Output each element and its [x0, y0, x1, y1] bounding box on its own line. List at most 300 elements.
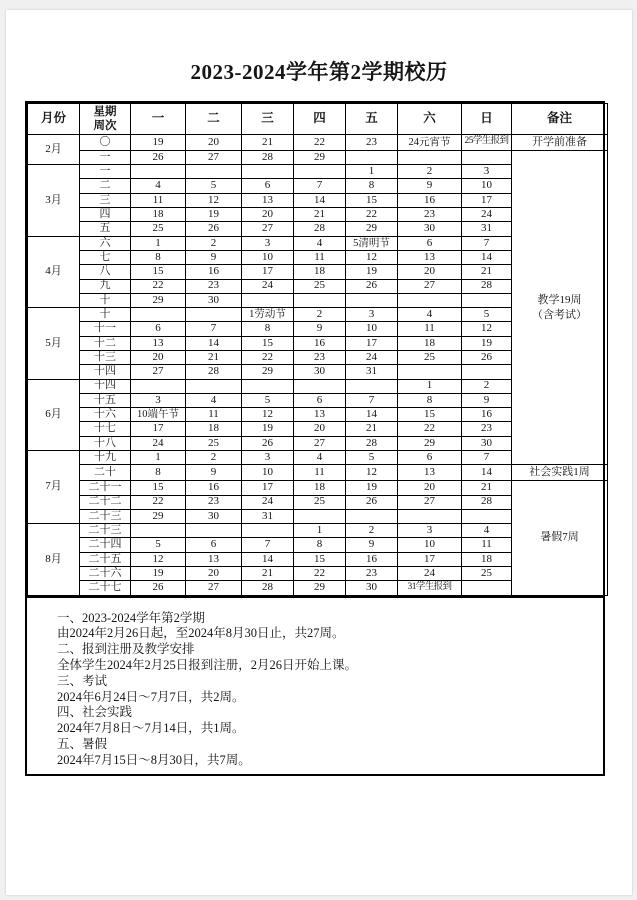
day-cell: 11: [462, 538, 512, 552]
day-cell: 24: [242, 279, 294, 293]
day-cell: 20: [186, 567, 242, 581]
footer-note-line: 2024年7月8日～7月14日，共1周。: [57, 721, 245, 736]
day-cell: 17: [462, 193, 512, 207]
week-label: 三: [80, 193, 131, 207]
day-cell: 12: [346, 465, 398, 481]
day-cell: [131, 165, 186, 179]
day-cell: 12: [131, 552, 186, 566]
remark-line: 社会实践1周: [529, 466, 590, 479]
day-cell: 23: [346, 567, 398, 581]
calendar-row: [28, 481, 608, 495]
day-cell: 24: [398, 567, 462, 581]
day-cell: 25: [294, 279, 346, 293]
week-label: 十八: [80, 436, 131, 450]
day-cell: 27: [398, 495, 462, 509]
day-cell: 1: [398, 379, 462, 393]
week-label: 十四: [80, 365, 131, 379]
day-cell: [186, 524, 242, 538]
day-cell: [346, 150, 398, 164]
day-cell: [242, 379, 294, 393]
day-cell: 22: [131, 279, 186, 293]
week-label: 四: [80, 208, 131, 222]
header-month: 月份: [28, 104, 80, 135]
day-cell: 30: [186, 509, 242, 523]
day-cell: 27: [294, 436, 346, 450]
day-cell: 6: [242, 179, 294, 193]
day-cell: 5: [462, 308, 512, 322]
week-label: 十五: [80, 393, 131, 407]
day-cell: 11: [294, 465, 346, 481]
day-cell: 23: [398, 208, 462, 222]
month-label: 6月: [28, 379, 80, 450]
day-cell: 1: [131, 236, 186, 250]
day-cell: 16: [186, 481, 242, 495]
day-cell: 14: [294, 193, 346, 207]
week-label: 二十七: [80, 581, 131, 595]
day-cell: 18: [131, 208, 186, 222]
day-cell: 3: [462, 165, 512, 179]
calendar-body: [28, 104, 608, 596]
day-cell: 15: [398, 408, 462, 422]
day-cell: [186, 308, 242, 322]
day-cell: 18: [294, 265, 346, 279]
remark-line: 教学19周: [537, 293, 582, 306]
day-cell: 27: [131, 365, 186, 379]
day-cell: 21: [186, 351, 242, 365]
day-cell: 16: [346, 552, 398, 566]
day-cell: 15: [242, 336, 294, 350]
day-cell: 21: [242, 135, 294, 151]
week-label: 二: [80, 179, 131, 193]
day-cell: 27: [242, 222, 294, 236]
calendar-row: [28, 465, 608, 481]
day-cell: 14: [346, 408, 398, 422]
remark-line: （含考试）: [532, 308, 587, 321]
day-cell: 29: [346, 222, 398, 236]
day-cell: 17: [131, 422, 186, 436]
day-cell: 30: [294, 365, 346, 379]
week-label: 〇: [80, 135, 131, 151]
day-cell: 3: [131, 393, 186, 407]
day-cell: 2: [186, 451, 242, 465]
week-label: 十二: [80, 336, 131, 350]
day-cell: 22: [398, 422, 462, 436]
footer-note-line: 四、社会实践: [57, 705, 133, 720]
week-label: 一: [80, 150, 131, 164]
day-cell: [242, 524, 294, 538]
day-cell: 19: [131, 135, 186, 151]
day-cell: 6: [294, 393, 346, 407]
day-cell: 16: [398, 193, 462, 207]
calendar-row: [28, 135, 608, 151]
week-label: 二十三: [80, 524, 131, 538]
day-cell: 7: [462, 451, 512, 465]
day-cell: 14: [462, 465, 512, 481]
day-cell: 8: [294, 538, 346, 552]
footer-note-line: 二、报到注册及教学安排: [57, 642, 195, 657]
day-cell: 13: [398, 465, 462, 481]
day-cell: 23: [186, 495, 242, 509]
day-cell: 17: [242, 481, 294, 495]
day-cell: 4: [186, 393, 242, 407]
header-day: 二: [186, 104, 242, 135]
day-cell: [131, 308, 186, 322]
day-cell: 18: [462, 552, 512, 566]
day-cell: 3: [242, 451, 294, 465]
day-cell: [462, 150, 512, 164]
day-cell: 21: [346, 422, 398, 436]
day-cell-event: 31学生报到: [398, 581, 462, 595]
week-label: 九: [80, 279, 131, 293]
day-cell: 3: [346, 308, 398, 322]
day-cell: 30: [398, 222, 462, 236]
day-cell: 1: [294, 524, 346, 538]
day-cell: 29: [294, 150, 346, 164]
day-cell-event: 24元宵节: [398, 135, 462, 151]
day-cell: [242, 293, 294, 307]
day-cell: 2: [346, 524, 398, 538]
day-cell: 14: [242, 552, 294, 566]
day-cell: [346, 293, 398, 307]
day-cell: 6: [398, 236, 462, 250]
day-cell: [398, 150, 462, 164]
day-cell: 30: [186, 293, 242, 307]
month-label: 3月: [28, 165, 80, 236]
day-cell: 17: [242, 265, 294, 279]
day-cell: 30: [346, 581, 398, 595]
day-cell: 31: [346, 365, 398, 379]
day-cell-event: 25学生报到: [462, 135, 512, 151]
day-cell: [294, 379, 346, 393]
week-label: 一: [80, 165, 131, 179]
day-cell: 15: [294, 552, 346, 566]
remark-cell: [512, 150, 608, 465]
day-cell: 28: [462, 495, 512, 509]
day-cell: 28: [346, 436, 398, 450]
footer-note-line: 三、考试: [57, 673, 108, 688]
day-cell: 25: [131, 222, 186, 236]
day-cell: 19: [131, 567, 186, 581]
day-cell: [186, 165, 242, 179]
day-cell: 11: [398, 322, 462, 336]
day-cell: 4: [294, 236, 346, 250]
footer-note-line: 一、2023-2024学年第2学期: [57, 610, 205, 625]
day-cell: [462, 293, 512, 307]
day-cell: 20: [398, 265, 462, 279]
day-cell: 5: [131, 538, 186, 552]
day-cell: [131, 379, 186, 393]
day-cell: 19: [462, 336, 512, 350]
day-cell: 25: [186, 436, 242, 450]
day-cell: 29: [398, 436, 462, 450]
day-cell: 23: [186, 279, 242, 293]
month-label: 2月: [28, 135, 80, 165]
day-cell: 31: [242, 509, 294, 523]
day-cell: 22: [294, 135, 346, 151]
day-cell: 26: [186, 222, 242, 236]
footer-note-line: 2024年6月24日～7月7日，共2周。: [57, 689, 245, 704]
remark-line: 暑假7周: [540, 531, 579, 544]
day-cell: 23: [346, 135, 398, 151]
day-cell: 9: [398, 179, 462, 193]
day-cell: 9: [346, 538, 398, 552]
day-cell: 9: [186, 250, 242, 264]
week-label: 十七: [80, 422, 131, 436]
remark-line: 开学前准备: [532, 136, 587, 148]
day-cell: 6: [398, 451, 462, 465]
day-cell: 22: [294, 567, 346, 581]
day-cell: 11: [131, 193, 186, 207]
day-cell: 3: [242, 236, 294, 250]
day-cell: 26: [131, 150, 186, 164]
day-cell: [398, 509, 462, 523]
day-cell: 10: [398, 538, 462, 552]
day-cell: 15: [346, 193, 398, 207]
day-cell: 14: [462, 250, 512, 264]
day-cell: 12: [186, 193, 242, 207]
week-label: 二十六: [80, 567, 131, 581]
week-label: 五: [80, 222, 131, 236]
day-cell: 28: [462, 279, 512, 293]
day-cell: 22: [346, 208, 398, 222]
day-cell: 25: [462, 567, 512, 581]
day-cell: 10: [462, 179, 512, 193]
day-cell: 25: [294, 495, 346, 509]
day-cell: [462, 581, 512, 595]
week-label: 六: [80, 236, 131, 250]
day-cell: 1: [346, 165, 398, 179]
day-cell: 29: [294, 581, 346, 595]
calendar-table: [27, 103, 608, 596]
day-cell-event: 1劳动节: [242, 308, 294, 322]
day-cell: 5: [186, 179, 242, 193]
page-title: 2023-2024学年第2学期校历: [190, 60, 448, 84]
day-cell: 9: [294, 322, 346, 336]
document-page: [6, 10, 632, 895]
day-cell: 10: [242, 250, 294, 264]
day-cell: 20: [398, 481, 462, 495]
header-day: 四: [294, 104, 346, 135]
day-cell: 18: [398, 336, 462, 350]
day-cell: 8: [346, 179, 398, 193]
week-label: 二十三: [80, 509, 131, 523]
day-cell: 13: [186, 552, 242, 566]
day-cell: 26: [346, 279, 398, 293]
day-cell: 28: [242, 150, 294, 164]
day-cell: [294, 293, 346, 307]
remark-cell: [512, 481, 608, 595]
header-week-line: 星期: [93, 105, 117, 118]
day-cell: 27: [186, 150, 242, 164]
day-cell: 19: [346, 265, 398, 279]
day-cell: 9: [186, 465, 242, 481]
month-label: 5月: [28, 308, 80, 379]
day-cell: 26: [462, 351, 512, 365]
footer-note-line: 五、暑假: [57, 736, 108, 751]
day-cell: 21: [462, 265, 512, 279]
day-cell: 10: [346, 322, 398, 336]
day-cell: 13: [294, 408, 346, 422]
month-label: 4月: [28, 236, 80, 307]
day-cell: 7: [294, 179, 346, 193]
day-cell: 19: [186, 208, 242, 222]
week-label: 十: [80, 293, 131, 307]
day-cell: 4: [398, 308, 462, 322]
day-cell: 8: [131, 465, 186, 481]
day-cell: [186, 379, 242, 393]
day-cell: 12: [346, 250, 398, 264]
day-cell: [242, 165, 294, 179]
week-label: 二十一: [80, 481, 131, 495]
day-cell: 26: [242, 436, 294, 450]
day-cell: 29: [131, 509, 186, 523]
week-label: 二十: [80, 465, 131, 481]
day-cell: 21: [242, 567, 294, 581]
day-cell: 21: [294, 208, 346, 222]
day-cell: 22: [131, 495, 186, 509]
day-cell: 20: [186, 135, 242, 151]
day-cell: 9: [462, 393, 512, 407]
day-cell: 17: [398, 552, 462, 566]
day-cell: [294, 165, 346, 179]
month-label: 8月: [28, 524, 80, 595]
header-day: 三: [242, 104, 294, 135]
day-cell: 22: [242, 351, 294, 365]
footer-note-line: 由2024年2月26日起，至2024年8月30日止，共27周。: [57, 626, 345, 641]
day-cell: 16: [462, 408, 512, 422]
day-cell: 20: [242, 208, 294, 222]
day-cell-event: 10端午节: [131, 408, 186, 422]
day-cell: 3: [398, 524, 462, 538]
day-cell: 13: [131, 336, 186, 350]
week-label: 二十四: [80, 538, 131, 552]
day-cell: 2: [398, 165, 462, 179]
day-cell: 4: [462, 524, 512, 538]
day-cell: 13: [398, 250, 462, 264]
day-cell: 6: [186, 538, 242, 552]
day-cell: 2: [186, 236, 242, 250]
day-cell: 8: [398, 393, 462, 407]
header-day: 六: [398, 104, 462, 135]
header-week: [80, 104, 131, 135]
day-cell: 19: [346, 481, 398, 495]
day-cell: 7: [346, 393, 398, 407]
day-cell: 12: [242, 408, 294, 422]
day-cell: [462, 365, 512, 379]
header-note: 备注: [512, 104, 608, 135]
day-cell: 18: [294, 481, 346, 495]
day-cell: 15: [131, 265, 186, 279]
day-cell: 12: [462, 322, 512, 336]
day-cell: 21: [462, 481, 512, 495]
day-cell: 28: [294, 222, 346, 236]
day-cell-event: 5清明节: [346, 236, 398, 250]
day-cell: [346, 509, 398, 523]
header-day: 一: [131, 104, 186, 135]
week-label: 八: [80, 265, 131, 279]
week-label: 十三: [80, 351, 131, 365]
day-cell: [462, 509, 512, 523]
day-cell: 24: [462, 208, 512, 222]
day-cell: 18: [186, 422, 242, 436]
header-week-line: 周次: [93, 120, 117, 132]
day-cell: [398, 365, 462, 379]
day-cell: 1: [131, 451, 186, 465]
week-label: 十一: [80, 322, 131, 336]
day-cell: 7: [242, 538, 294, 552]
week-label: 十: [80, 308, 131, 322]
calendar-row: [28, 150, 608, 164]
footer-note-line: 2024年7月15日～8月30日，共7周。: [57, 752, 251, 767]
day-cell: 7: [462, 236, 512, 250]
calendar-frame: [25, 101, 605, 776]
day-cell: [398, 293, 462, 307]
day-cell: 16: [186, 265, 242, 279]
day-cell: 26: [131, 581, 186, 595]
week-label: 十九: [80, 451, 131, 465]
day-cell: [294, 509, 346, 523]
day-cell: 14: [186, 336, 242, 350]
day-cell: 8: [242, 322, 294, 336]
day-cell: 23: [294, 351, 346, 365]
day-cell: 29: [242, 365, 294, 379]
day-cell: 20: [131, 351, 186, 365]
day-cell: 5: [346, 451, 398, 465]
week-label: 十六: [80, 408, 131, 422]
day-cell: 27: [398, 279, 462, 293]
day-cell: 2: [462, 379, 512, 393]
remark-cell: [512, 135, 608, 151]
day-cell: 28: [186, 365, 242, 379]
day-cell: 24: [346, 351, 398, 365]
day-cell: 7: [186, 322, 242, 336]
day-cell: 15: [131, 481, 186, 495]
footer-note-line: 全体学生2024年2月25日报到注册，2月26日开始上课。: [57, 657, 358, 672]
week-label: 七: [80, 250, 131, 264]
day-cell: 4: [131, 179, 186, 193]
day-cell: 11: [294, 250, 346, 264]
day-cell: 10: [242, 465, 294, 481]
day-cell: 17: [346, 336, 398, 350]
remark-cell: [512, 465, 608, 481]
week-label: 二十二: [80, 495, 131, 509]
day-cell: 29: [131, 293, 186, 307]
day-cell: 16: [294, 336, 346, 350]
day-cell: 19: [242, 422, 294, 436]
day-cell: [346, 379, 398, 393]
day-cell: 31: [462, 222, 512, 236]
day-cell: 23: [462, 422, 512, 436]
week-label: 十四: [80, 379, 131, 393]
header-day: 五: [346, 104, 398, 135]
day-cell: 8: [131, 250, 186, 264]
day-cell: 27: [186, 581, 242, 595]
day-cell: 11: [186, 408, 242, 422]
day-cell: 25: [398, 351, 462, 365]
day-cell: 24: [131, 436, 186, 450]
day-cell: 20: [294, 422, 346, 436]
day-cell: 30: [462, 436, 512, 450]
footer-notes: [27, 596, 603, 774]
day-cell: 26: [346, 495, 398, 509]
day-cell: 2: [294, 308, 346, 322]
day-cell: 4: [294, 451, 346, 465]
month-label: 7月: [28, 451, 80, 524]
day-cell: 24: [242, 495, 294, 509]
week-label: 二十五: [80, 552, 131, 566]
header-row: [28, 104, 608, 135]
header-day: 日: [462, 104, 512, 135]
